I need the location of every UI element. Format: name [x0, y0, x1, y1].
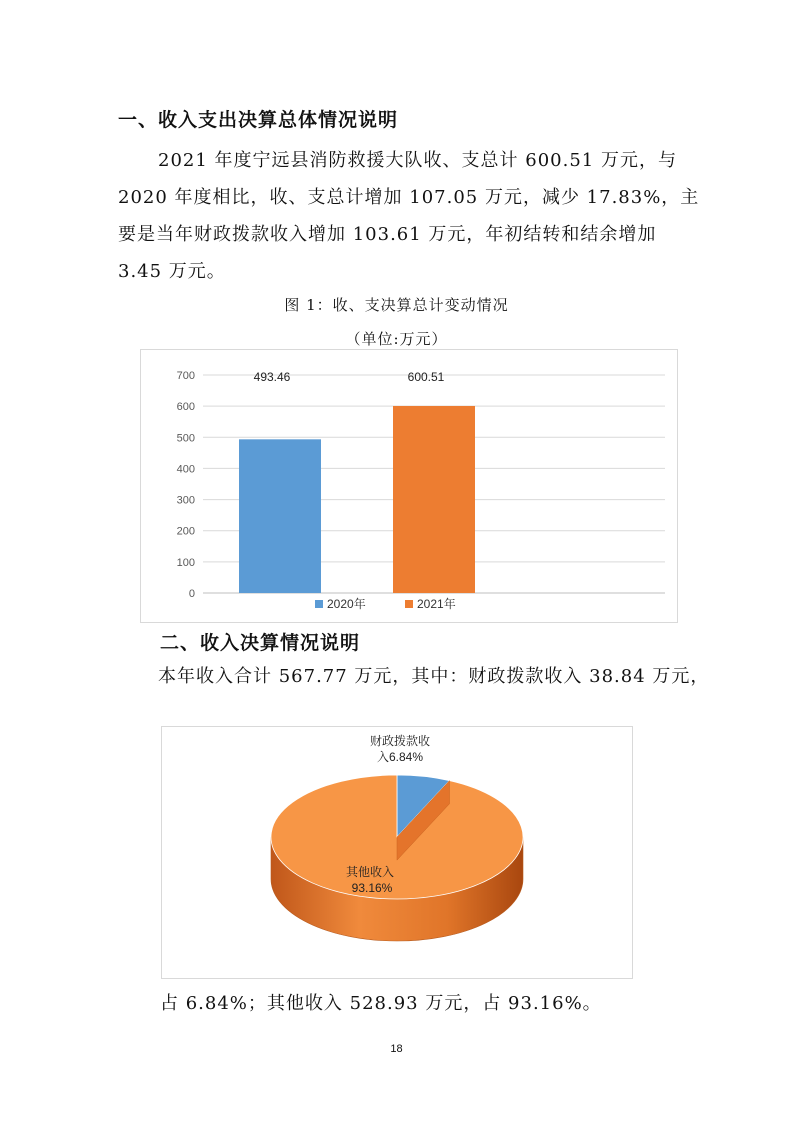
- bar-2020年: [239, 439, 321, 593]
- y-tick-label: 0: [188, 588, 195, 600]
- legend-swatch: [315, 600, 323, 608]
- legend-swatch: [405, 600, 413, 608]
- figure1-caption: 图 1：收、支决算总计变动情况: [284, 296, 509, 314]
- data-label: 493.46: [253, 370, 291, 384]
- section1-paragraph: [118, 142, 718, 290]
- y-tick-label: 100: [176, 556, 195, 569]
- y-tick-label: 700: [176, 370, 195, 382]
- figure1-unit: （单位:万元）: [345, 330, 448, 348]
- bar-chart-canvas: [141, 350, 677, 622]
- pie-label: 财政拨款收: [369, 734, 431, 748]
- pie-label: 其他收入: [345, 865, 395, 879]
- y-tick-label: 300: [176, 494, 195, 507]
- bar-2021年: [393, 406, 475, 593]
- data-label: 600.51: [407, 370, 445, 384]
- paragraph-line: 2021 年度宁远县消防救援大队收、支总计 600.51 万元，与: [158, 150, 677, 171]
- pie-chart: [161, 726, 633, 979]
- y-tick-label: 200: [176, 525, 195, 538]
- legend-label: 2020年: [327, 597, 366, 611]
- y-tick-label: 400: [176, 463, 195, 476]
- section2-line2: 占 6.84%；其他收入 528.93 万元，占 93.16%。: [160, 993, 602, 1014]
- page-number: 18: [390, 1043, 403, 1055]
- bar-chart: [140, 349, 678, 623]
- legend-label: 2021年: [417, 597, 456, 611]
- section2-line1: 本年收入合计 567.77 万元，其中：财政拨款收入 38.84 万元，: [158, 666, 710, 687]
- pie-label: 93.16%: [351, 881, 393, 895]
- section2-heading: 二、收入决算情况说明: [160, 632, 361, 654]
- y-tick-label: 600: [176, 401, 195, 414]
- pie-label: 入6.84%: [376, 750, 424, 764]
- paragraph-line: 3.45 万元。: [118, 261, 226, 282]
- section1-heading: 一、收入支出决算总体情况说明: [118, 109, 399, 131]
- pie-chart-canvas: [162, 727, 632, 978]
- y-tick-label: 500: [176, 432, 195, 445]
- paragraph-line: 要是当年财政拨款收入增加 103.61 万元，年初结转和结余增加: [118, 224, 657, 245]
- paragraph-line: 2020 年度相比，收、支总计增加 107.05 万元，减少 17.83%，主: [118, 187, 700, 208]
